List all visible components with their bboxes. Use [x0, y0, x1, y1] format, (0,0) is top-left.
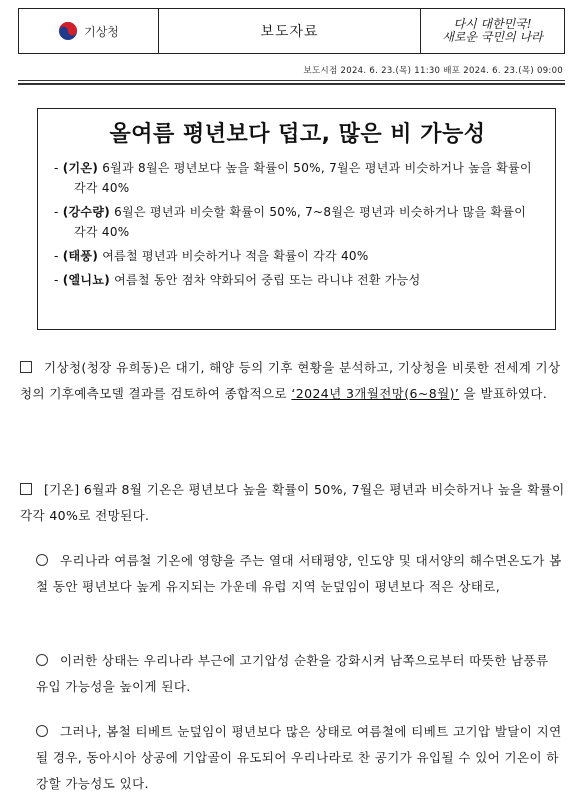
summary-tag: (강수량) — [62, 205, 110, 219]
doc-type: 보도자료 — [159, 9, 421, 53]
intro-text-a: 기상청(청장 유희동)은 대기, 해양 등의 기후 현황을 분석하고, 기상청을 비롯한 전세계 기상청의 기후예측모델 결과를 검토하여 종합적으로 — [20, 360, 561, 401]
summary-text: 6월과 8월은 평년보다 높을 확률이 50%, 7월은 평년과 비슷하거나 높을 확률이 각각 40% — [74, 161, 532, 195]
bullet-high-pressure — [36, 648, 565, 700]
bullet-text: 우리나라 여름철 기온에 영향을 주는 열대 서태평양, 인도양 및 대서양의 해수면온도가 봄철 동안 평년보다 높게 유지되는 가운데 유럽 지역 눈덮임이 평년보다 적은 상태로, — [36, 553, 562, 594]
summary-tag: (태풍) — [62, 249, 99, 263]
summary-item-temperature: - (기온) 6월과 8월은 평년보다 높을 확률이 50%, 7월은 평년과 비슷하거나 높을 확률이 각각 40% — [54, 161, 532, 195]
circle-bullet-icon — [36, 725, 48, 737]
page-title: 올여름 평년보다 덥고, 많은 비 가능성 — [109, 122, 486, 147]
summary-text: 여름철 평년과 비슷하거나 적을 확률이 각각 40% — [98, 249, 369, 263]
paragraph-temperature — [20, 477, 565, 529]
slogan — [421, 9, 564, 53]
summary-box — [37, 108, 556, 330]
intro-text-b: 을 발표하였다. — [459, 386, 548, 401]
summary-list — [54, 158, 541, 290]
circle-bullet-icon — [36, 654, 48, 666]
circle-bullet-icon — [36, 554, 48, 566]
divider-bottom — [18, 83, 565, 85]
summary-item-precipitation: - (강수량) 6월은 평년과 비슷할 확률이 50%, 7~8월은 평년과 비슷하거나 많을 확률이 각각 40% — [54, 205, 527, 239]
bullet-tibet-snow — [36, 719, 565, 797]
paragraph-intro — [20, 355, 565, 407]
summary-tag: (엘니뇨) — [62, 273, 110, 287]
square-bullet-icon — [20, 361, 32, 373]
agency-cell — [19, 9, 159, 53]
divider-top — [18, 80, 565, 81]
agency-name: 기상청 — [84, 24, 119, 39]
temperature-text: [기온] 6월과 8월 기온은 평년보다 높을 확률이 50%, 7월은 평년과 비슷하거나 높을 확률이 각각 40%로 전망된다. — [20, 482, 565, 523]
summary-item-elnino: - (엘니뇨) 여름철 동안 점차 약화되어 중립 또는 라니냐 전환 가능성 — [54, 273, 421, 287]
header-table — [18, 8, 565, 54]
release-info: 보도시점 2024. 6. 23.(목) 11:30 배포 2024. 6. 23.(목) 09:00 — [303, 66, 563, 76]
slogan-line-2: 새로운 국민의 나라 — [442, 30, 543, 44]
agency-logo-icon — [58, 21, 78, 41]
bullet-text: 그러나, 봄철 티베트 눈덮임이 평년보다 많은 상태로 여름철에 티베트 고기압 발달이 지연될 경우, 동아시아 상공에 기압골이 유도되어 우리나라로 찬 공기가 유입될 수 있어 기온이 하강할 가능성도 있다. — [36, 724, 562, 791]
summary-tag: (기온) — [62, 161, 99, 175]
square-bullet-icon — [20, 483, 32, 495]
bullet-text: 이러한 상태는 우리나라 부근에 고기압성 순환을 강화시켜 남쪽으로부터 따뜻한 남풍류 유입 가능성을 높이게 된다. — [36, 653, 549, 694]
summary-text: 여름철 동안 점차 약화되어 중립 또는 라니냐 전환 가능성 — [110, 273, 421, 287]
outlook-title: ‘2024년 3개월전망(6~8월)’ — [291, 386, 460, 401]
slogan-line-1: 다시 대한민국! — [453, 17, 532, 31]
summary-item-typhoon: - (태풍) 여름철 평년과 비슷하거나 적을 확률이 각각 40% — [54, 249, 369, 263]
bullet-sea-temperature — [36, 548, 565, 600]
summary-text: 6월은 평년과 비슷할 확률이 50%, 7~8월은 평년과 비슷하거나 많을 확률이 각각 40% — [74, 205, 527, 239]
